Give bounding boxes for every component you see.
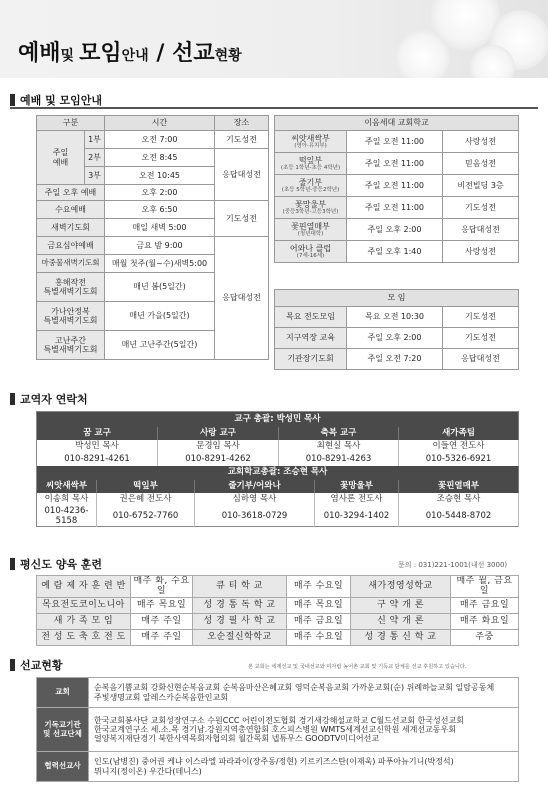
contacts-table bbox=[36, 411, 519, 527]
place-cell: 기도성전 bbox=[443, 307, 519, 328]
class-name bbox=[275, 197, 347, 219]
row-label: 고난주간 특별새벽기도회 bbox=[37, 331, 105, 360]
contact-phone: 010-8291-4263 bbox=[279, 453, 399, 466]
contact-name: 문경임 목사 bbox=[158, 440, 279, 453]
time-cell: 매년 가을(5일간) bbox=[105, 302, 215, 331]
row-label: 주일 예배 bbox=[37, 131, 85, 185]
mission-text: 인도(남병진) 중어권 케냐 이스라엘 파라과이(장주동/정현) 키르키즈스탄(이재욱) 파푸아뉴기니(박정석) 뮈니지(정이온) 우간다(데니스) bbox=[89, 752, 519, 782]
class-label: 떡잎부 bbox=[298, 155, 323, 165]
class-age: (영아·유치부) bbox=[294, 142, 327, 149]
time-cell: 주일 오전 7:20 bbox=[347, 349, 443, 370]
contact-phone: 010-8291-4261 bbox=[37, 453, 158, 466]
place-cell: 믿음성전 bbox=[443, 153, 519, 175]
place-cell: 비전빌딩 3층 bbox=[443, 175, 519, 197]
dept-header: 사랑 교구 bbox=[158, 427, 279, 440]
meeting-name: 목요 전도모임 bbox=[275, 307, 347, 328]
school-table bbox=[274, 115, 519, 263]
place-cell: 응답대성전 bbox=[443, 219, 519, 241]
time-cell: 주일 오후 2:00 bbox=[347, 219, 443, 241]
contact-phone: 010-4236-5158 bbox=[37, 506, 97, 527]
contact-phone: 010-3618-0729 bbox=[195, 506, 315, 527]
time-cell: 주일 오전 11:00 bbox=[347, 153, 443, 175]
contact-name: 이송희 목사 bbox=[37, 493, 97, 506]
class-age: (7세-16세) bbox=[296, 252, 325, 259]
place-cell: 기도성전 bbox=[215, 201, 269, 237]
section-marker bbox=[10, 659, 15, 671]
time-cell: 오전 10:45 bbox=[105, 167, 215, 185]
section-title: 선교현황 bbox=[20, 659, 63, 672]
dept-header: 씨앗새싹부 bbox=[37, 480, 97, 493]
contact-name: 이들연 전도사 bbox=[399, 440, 519, 453]
time-cell: 매월 첫주(월~수)새벽5:00 bbox=[105, 255, 215, 273]
time-cell: 주일 오전 11:00 bbox=[347, 175, 443, 197]
meeting-name: 지구역장 교육 bbox=[275, 328, 347, 349]
place-cell: 기도성전 bbox=[443, 328, 519, 349]
row-label: 마중물새벽기도회 bbox=[37, 255, 105, 273]
contact-phone: 010-3294-1402 bbox=[315, 506, 399, 527]
contact-phone: 010-8291-4262 bbox=[158, 453, 279, 466]
row-label: 수요예배 bbox=[37, 201, 105, 219]
contact-name: 박성민 목사 bbox=[37, 440, 158, 453]
title-part: 모임 bbox=[79, 41, 122, 66]
contact-name: 권은혜 전도사 bbox=[97, 493, 195, 506]
time-cell: 매년 고난주간(5일간) bbox=[105, 331, 215, 360]
course-schedule: 주중 bbox=[451, 629, 519, 645]
mission-label: 기독교기관 및 선교단체 bbox=[37, 708, 89, 752]
course-name: 성 경 통 신 학 교 bbox=[351, 629, 451, 645]
course-name: 성 경 통 독 학 교 bbox=[193, 597, 287, 613]
dept-header: 떡잎부 bbox=[97, 480, 195, 493]
contact-name: 최현실 목사 bbox=[279, 440, 399, 453]
class-label: 어와나 클럽 bbox=[289, 243, 332, 253]
contact-phone: 010-6752-7760 bbox=[97, 506, 195, 527]
col-header: 시간 bbox=[105, 116, 215, 131]
class-age: (중등3학년-고등3학년) bbox=[282, 208, 339, 215]
time-cell: 오후 2:00 bbox=[105, 185, 215, 201]
time-cell: 금요 밤 9:00 bbox=[105, 237, 215, 255]
group-header: 교구 총괄: 박성민 목사 bbox=[37, 412, 519, 427]
time-cell: 주일 오전 11:00 bbox=[347, 197, 443, 219]
title-part: / bbox=[148, 41, 173, 66]
section-marker bbox=[10, 393, 15, 405]
time-cell: 오후 6:50 bbox=[105, 201, 215, 219]
row-label: 3부 bbox=[85, 167, 105, 185]
contact-note: 문의 : 031)221-1001(내선 3000) bbox=[398, 561, 508, 569]
class-name bbox=[275, 153, 347, 175]
row-label: 새벽기도회 bbox=[37, 219, 105, 237]
section-title: 평신도 양육 훈련 bbox=[20, 558, 103, 571]
class-label: 씨앗새싹부 bbox=[291, 133, 330, 143]
mission-note: 본 교회는 세계선교 및 국내선교와 미자립 농어촌 교회 및 기독교 단체를 선교 후원하고 있습니다. bbox=[248, 664, 467, 670]
divider bbox=[10, 107, 538, 109]
place-cell: 기도성전 bbox=[215, 131, 269, 149]
course-name: 전 성 도 축 호 전 도 bbox=[37, 629, 131, 645]
row-label: 1부 bbox=[85, 131, 105, 149]
class-label: 줄기부 bbox=[298, 177, 323, 187]
contact-name: 조승현 목사 bbox=[399, 493, 519, 506]
row-label: 가나안정복 특별새벽기도회 bbox=[37, 302, 105, 331]
time-cell: 오전 8:45 bbox=[105, 149, 215, 167]
time-cell: 매년 봄(5일간) bbox=[105, 273, 215, 302]
mission-label: 교회 bbox=[37, 678, 89, 708]
course-name: 성 경 필 사 학 교 bbox=[193, 613, 287, 629]
mission-text: 순복음기쁨교회 강화신현순복음교회 순복음마산은혜교회 영덕순복음교회 가까운교회(순) 위례하늘교회 일람공동체 주빛생명교회 알레스카순복음한인교회 bbox=[89, 678, 519, 708]
class-age: (초등 5학년-중등2학년) bbox=[281, 186, 340, 193]
course-name: 예 람 제 자 훈 련 반 bbox=[37, 576, 131, 598]
dept-header: 꿈 교구 bbox=[37, 427, 158, 440]
contact-name: 염사론 전도사 bbox=[315, 493, 399, 506]
mission-text: 한국교회봉사단 교회성장연구소 수원CCC 어린이전도협회 경기새강해설교학교 C월드선교회 한국성선교회 한국교계연구소 세.소.목 경기남.강원지역총연합회 호스피스병원 WMTS세계선교신학원 세계선교동우회 얼양복지재단경기 북한사역목회자협의회 월간목회 넵튜무스 GOODTV미디어선교 bbox=[89, 708, 519, 752]
time-cell: 매일 새벽 5:00 bbox=[105, 219, 215, 237]
section-worship bbox=[10, 92, 102, 108]
title-part: 현황 bbox=[214, 48, 242, 64]
section-contacts bbox=[10, 391, 88, 407]
course-schedule: 매주 주일 bbox=[131, 613, 193, 629]
time-cell: 주일 오전 11:00 bbox=[347, 131, 443, 153]
dept-header: 꽃망울부 bbox=[315, 480, 399, 493]
place-cell: 기도성전 bbox=[443, 197, 519, 219]
row-label: 주일 오후 예배 bbox=[37, 185, 105, 201]
time-cell: 주일 오후 2:00 bbox=[347, 328, 443, 349]
course-name: 새가정영성학교 bbox=[351, 576, 451, 598]
course-schedule: 매주 수요일 bbox=[287, 629, 351, 645]
class-label: 꽃핀열매부 bbox=[291, 221, 330, 231]
place-cell: 사랑성전 bbox=[443, 131, 519, 153]
contact-phone: 010-5326-6921 bbox=[399, 453, 519, 466]
place-cell: 응답대성전 bbox=[443, 349, 519, 370]
class-name bbox=[275, 175, 347, 197]
course-name: 구 약 개 론 bbox=[351, 597, 451, 613]
class-age: (청년대학) bbox=[297, 230, 324, 237]
dept-header: 꽃핀열매부 bbox=[399, 480, 519, 493]
col-header: 모 임 bbox=[275, 290, 519, 307]
course-name: 신 약 개 론 bbox=[351, 613, 451, 629]
course-name: 큐 티 학 교 bbox=[193, 576, 287, 598]
dept-header: 새가족팀 bbox=[399, 427, 519, 440]
course-schedule: 매주 월, 금요일 bbox=[451, 576, 519, 598]
col-header: 이음세대 교회학교 bbox=[275, 116, 519, 131]
section-training bbox=[10, 556, 102, 572]
group-header: 교회학교총괄: 조승현 목사 bbox=[37, 466, 519, 480]
title-part: 예배 bbox=[18, 41, 61, 66]
row-label: 2부 bbox=[85, 149, 105, 167]
col-header: 구분 bbox=[37, 116, 105, 131]
contact-phone: 010-5448-8702 bbox=[399, 506, 519, 527]
time-cell: 목요 오전 10:30 bbox=[347, 307, 443, 328]
course-schedule: 매주 목요일 bbox=[131, 597, 193, 613]
meeting-name: 기관장기도회 bbox=[275, 349, 347, 370]
course-name: 목요전도코이노니아 bbox=[37, 597, 131, 613]
place-cell: 응답대성전 bbox=[215, 149, 269, 201]
row-label: 홍해작전 특별새벽기도회 bbox=[37, 273, 105, 302]
course-name: 오순절신학학교 bbox=[193, 629, 287, 645]
place-cell: 사랑성전 bbox=[443, 241, 519, 263]
contact-name: 심하영 목사 bbox=[195, 493, 315, 506]
class-label: 꽃망울부 bbox=[295, 199, 326, 209]
page-header bbox=[0, 0, 548, 78]
worship-table bbox=[36, 115, 269, 360]
section-title: 예배 및 모임안내 bbox=[20, 94, 103, 107]
mission-label: 협력선교사 bbox=[37, 752, 89, 782]
place-cell: 응답대성전 bbox=[215, 237, 269, 360]
course-name: 새 가 족 모 임 bbox=[37, 613, 131, 629]
course-schedule: 매주 금요일 bbox=[287, 613, 351, 629]
course-schedule: 매주 주일 bbox=[131, 629, 193, 645]
time-cell: 주일 오후 1:40 bbox=[347, 241, 443, 263]
col-header: 장소 bbox=[215, 116, 269, 131]
class-name bbox=[275, 219, 347, 241]
training-table bbox=[36, 575, 519, 646]
class-name bbox=[275, 241, 347, 263]
title-part: 및 bbox=[60, 48, 75, 64]
course-schedule: 매주 금요일 bbox=[451, 597, 519, 613]
section-title: 교역자 연락처 bbox=[20, 393, 88, 406]
title-part: 안내 bbox=[121, 48, 149, 64]
section-mission bbox=[10, 657, 63, 673]
flower-decoration bbox=[395, 30, 450, 78]
dept-header: 줄기부/어와나 bbox=[195, 480, 315, 493]
course-schedule: 매주 수요일 bbox=[287, 576, 351, 598]
title-part: 선교 bbox=[172, 41, 215, 66]
time-cell: 오전 7:00 bbox=[105, 131, 215, 149]
mission-table bbox=[36, 677, 519, 782]
dept-header: 축복 교구 bbox=[279, 427, 399, 440]
class-age: (초등 1학년-초등 4학년) bbox=[280, 164, 341, 171]
course-schedule: 매주 목요일 bbox=[287, 597, 351, 613]
class-name bbox=[275, 131, 347, 153]
page-title bbox=[18, 36, 242, 67]
row-label: 금요심야예배 bbox=[37, 237, 105, 255]
course-schedule: 매주 화요일 bbox=[451, 613, 519, 629]
meeting-table bbox=[274, 289, 519, 370]
section-marker bbox=[10, 558, 15, 570]
section-marker bbox=[10, 94, 15, 106]
course-schedule: 매주 화, 수요일 bbox=[131, 576, 193, 598]
